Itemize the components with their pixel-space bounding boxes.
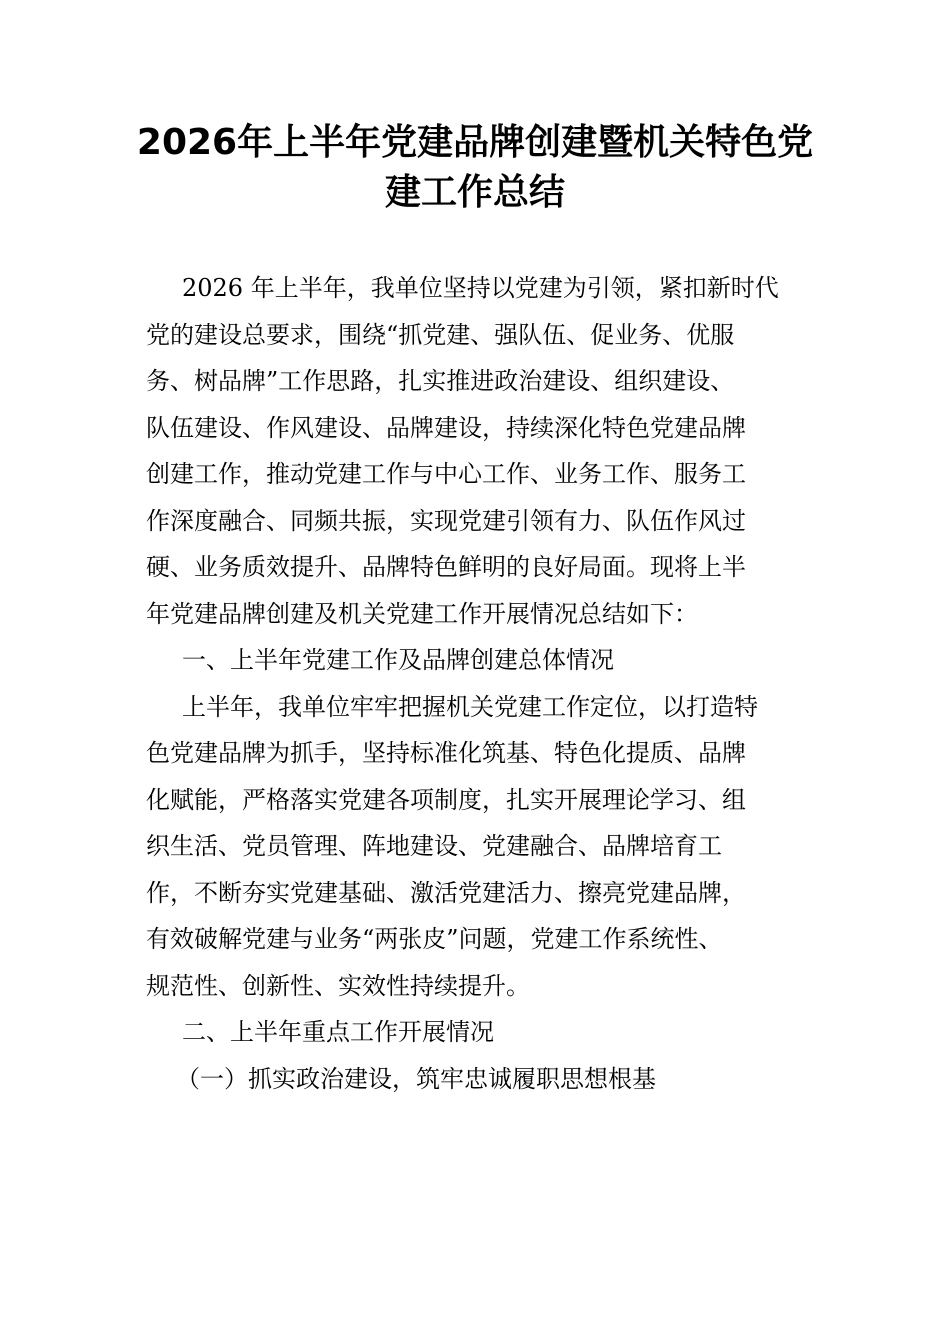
- section-1-line: 色党建品牌为抓手，坚持标准化筑基、特色化提质、品牌: [146, 739, 746, 767]
- section-1-line: 上半年，我单位牢牢把握机关党建工作定位，以打造特: [182, 692, 758, 721]
- intro-line: 党的建设总要求，围绕“抓党建、强队伍、促业务、优服: [146, 320, 735, 349]
- section-1-line: 规范性、创新性、实效性持续提升。: [146, 971, 530, 1000]
- section-1-paragraph: [146, 684, 808, 1010]
- section-1-line: 化赋能，严格落实党建各项制度，扎实开展理论学习、组: [146, 785, 746, 814]
- intro-line: 作深度融合、同频共振，实现党建引领有力、队伍作风过: [146, 506, 746, 535]
- intro-line: 2026 年上半年，我单位坚持以党建为引领，紧扣新时代: [182, 274, 779, 302]
- intro-paragraph: [146, 265, 808, 637]
- title-line-2: 建工作总结: [384, 172, 565, 213]
- section-2-heading: 二、上半年重点工作开展情况: [182, 1018, 494, 1046]
- document-body: [146, 265, 808, 1102]
- subsection-1-heading: （一）抓实政治建设，筑牢忠诚履职思想根基: [176, 1064, 656, 1093]
- document-title: [120, 118, 830, 218]
- intro-line: 创建工作，推动党建工作与中心工作、业务工作、服务工: [146, 460, 746, 488]
- section-1-heading: 一、上半年党建工作及品牌创建总体情况: [182, 646, 614, 674]
- section-1-line: 作，不断夯实党建基础、激活党建活力、擦亮党建品牌，: [146, 878, 746, 907]
- intro-line: 队伍建设、作风建设、品牌建设，持续深化特色党建品牌: [146, 413, 746, 442]
- title-line-1: 2026年上半年党建品牌创建暨机关特色党: [136, 122, 814, 163]
- intro-line: 硬、业务质效提升、品牌特色鲜明的良好局面。现将上半: [146, 553, 746, 581]
- intro-line: 年党建品牌创建及机关党建工作开展情况总结如下：: [146, 599, 698, 628]
- section-1-line: 有效破解党建与业务“两张皮”问题，党建工作系统性、: [146, 925, 723, 953]
- intro-line: 务、树品牌”工作思路，扎实推进政治建设、组织建设、: [146, 367, 735, 395]
- section-1-line: 织生活、党员管理、阵地建设、党建融合、品牌培育工: [146, 832, 722, 860]
